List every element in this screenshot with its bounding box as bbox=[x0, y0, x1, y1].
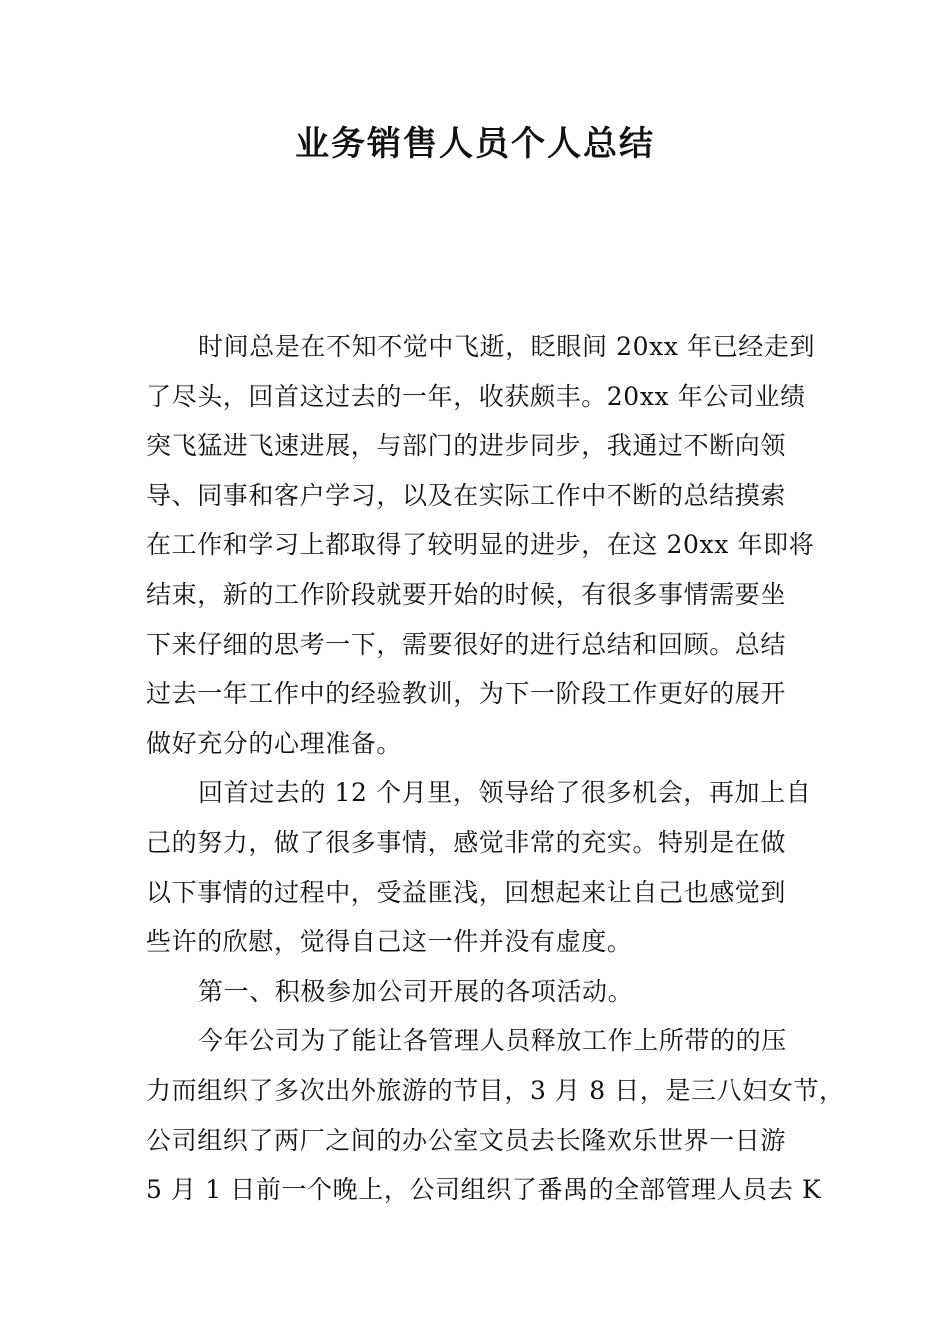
body-line: 时间总是在不知不觉中飞逝，眨眼间 20xx 年已经走到 bbox=[198, 332, 816, 361]
body-line: 结束，新的工作阶段就要开始的时候，有很多事情需要坐 bbox=[146, 579, 787, 609]
body-line: 己的努力，做了很多事情，感觉非常的充实。特别是在做 bbox=[146, 827, 787, 857]
document-body bbox=[146, 322, 845, 1215]
body-line: 今年公司为了能让各管理人员释放工作上所带的的压 bbox=[198, 1026, 787, 1056]
body-line: 了尽头，回首这过去的一年，收获颇丰。20xx 年公司业绩 bbox=[146, 381, 806, 411]
section-heading-line: 第一、积极参加公司开展的各项活动。 bbox=[198, 976, 634, 1006]
body-line: 导、同事和客户学习，以及在实际工作中不断的总结摸索 bbox=[146, 480, 787, 510]
body-line: 突飞猛进飞速进展，与部门的进步同步，我通过不断向领 bbox=[146, 431, 787, 461]
body-line: 下来仔细的思考一下，需要很好的进行总结和回顾。总结 bbox=[146, 629, 787, 659]
body-line: 些许的欣慰，觉得自己这一件并没有虚度。 bbox=[146, 927, 633, 957]
body-line: 公司组织了两厂之间的办公室文员去长隆欢乐世界一日游 bbox=[146, 1125, 787, 1155]
body-line: 力而组织了多次出外旅游的节目，3 月 8 日，是三八妇女节， bbox=[146, 1075, 845, 1105]
document-title: 业务销售人员个人总结 bbox=[295, 124, 655, 164]
body-line: 5 月 1 日前一个晚上，公司组织了番禺的全部管理人员去 K bbox=[146, 1175, 822, 1205]
body-line: 以下事情的过程中，受益匪浅，回想起来让自己也感觉到 bbox=[146, 877, 787, 907]
body-line: 过去一年工作中的经验教训，为下一阶段工作更好的展开 bbox=[146, 679, 787, 709]
body-line: 在工作和学习上都取得了较明显的进步，在这 20xx 年即将 bbox=[146, 530, 815, 560]
body-line: 做好充分的心理准备。 bbox=[146, 728, 403, 758]
body-line: 回首过去的 12 个月里，领导给了很多机会，再加上自 bbox=[198, 778, 812, 808]
